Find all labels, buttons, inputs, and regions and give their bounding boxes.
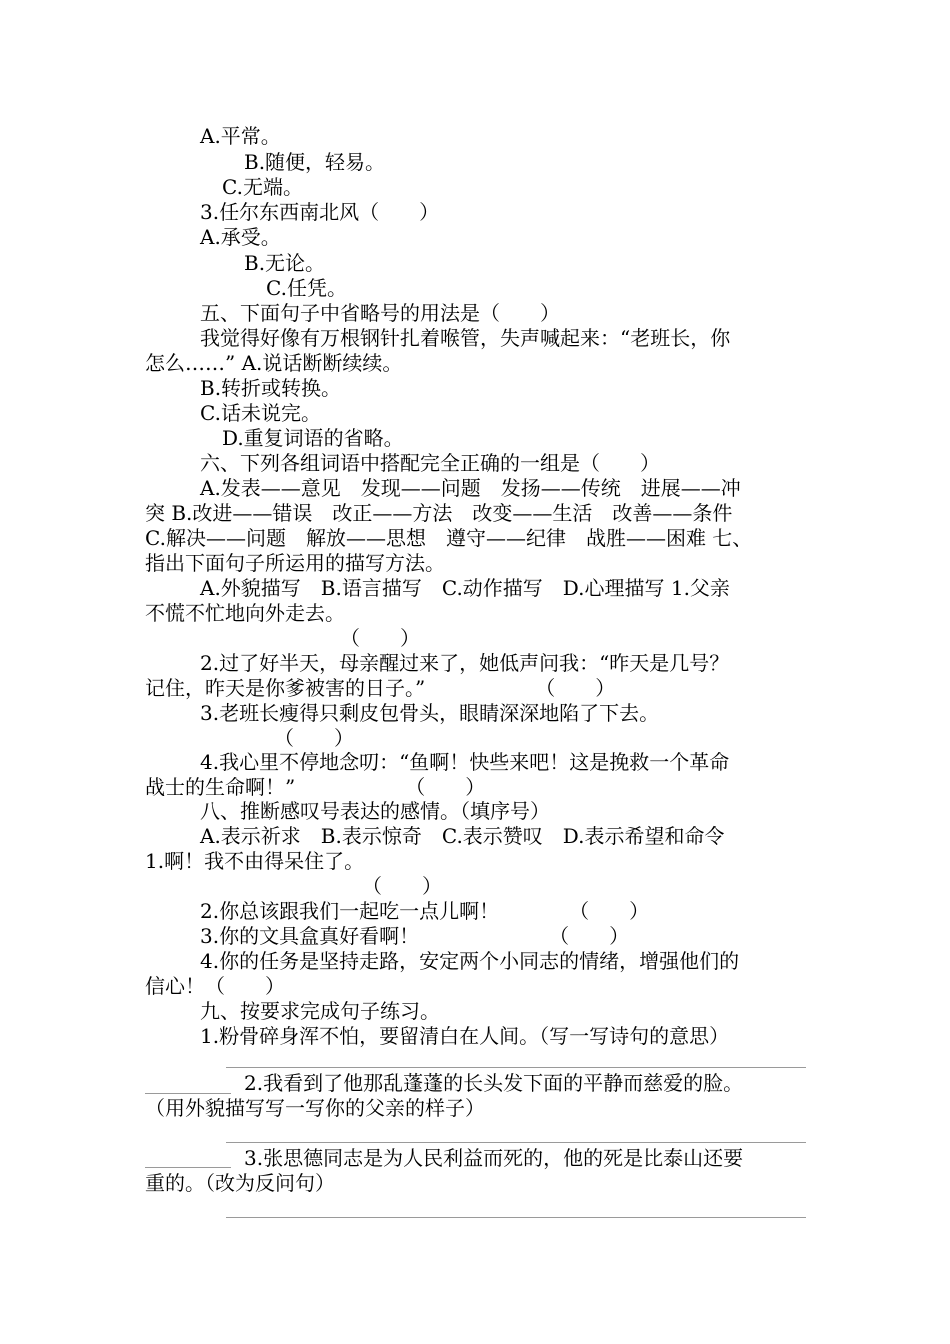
q4-item3: 3.任尔东西南北风（ ） — [200, 200, 440, 224]
q6-line3: C.解决——问题 解放——思想 遵守——纪律 战胜——困难 七、 — [145, 526, 753, 550]
q8-item4-line1: 4.你的任务是坚持走路，安定两个小同志的情绪，增强他们的 — [200, 949, 740, 973]
q4-item3-option-c: C.任凭。 — [266, 276, 347, 300]
q4-option-a: A.平常。 — [200, 124, 281, 148]
q8-answer-paren-1: （ ） — [362, 874, 442, 898]
q6-line2: 突 B.改进——错误 改正——方法 改变——生活 改善——条件 — [145, 501, 733, 525]
q8-title: 八、推断感叹号表达的感情。（填序号） — [200, 799, 550, 823]
q7-options-line1: A.外貌描写 B.语言描写 C.动作描写 D.心理描写 1.父亲 — [200, 576, 730, 600]
q5-option-d: D.重复词语的省略。 — [222, 426, 404, 450]
q8-options: A.表示祈求 B.表示惊奇 C.表示赞叹 D.表示希望和命令 — [200, 824, 725, 848]
q9-item2-line1: 2.我看到了他那乱蓬蓬的长头发下面的平静而慈爱的脸。 — [244, 1071, 744, 1095]
q5-title: 五、下面句子中省略号的用法是（ ） — [200, 301, 560, 325]
q7-answer-paren-1: （ ） — [340, 626, 420, 650]
q6-line4: 指出下面句子所运用的描写方法。 — [145, 551, 445, 575]
q7-item2-line1: 2.过了好半天，母亲醒过来了，她低声问我：“昨天是几号？ — [200, 651, 730, 675]
q6-line1: A.发表——意见 发现——问题 发扬——传统 进展——冲 — [200, 476, 741, 500]
q4-option-b: B.随便，轻易。 — [244, 150, 386, 174]
q5-sentence-line1: 我觉得好像有万根钢针扎着喉管，失声喊起来：“老班长，你 — [200, 326, 731, 350]
q9-answer-line-1b[interactable] — [145, 1093, 231, 1094]
q9-title: 九、按要求完成句子练习。 — [200, 999, 440, 1023]
q7-answer-paren-3: （ ） — [274, 726, 354, 750]
q9-answer-line-2[interactable] — [226, 1142, 806, 1143]
q7-item4-line1: 4.我心里不停地念叨：“鱼啊！快些来吧！这是挽救一个革命 — [200, 750, 730, 774]
q7-item4-line2: 战士的生命啊！” （ ） — [145, 775, 486, 799]
q4-item3-option-a: A.承受。 — [200, 225, 281, 249]
q5-option-b: B.转折或转换。 — [200, 376, 342, 400]
q4-option-c: C.无端。 — [222, 175, 303, 199]
q5-sentence-line2: 怎么……” A.说话断断续续。 — [145, 351, 403, 375]
q6-title: 六、下列各组词语中搭配完全正确的一组是（ ） — [200, 451, 660, 475]
q7-item3: 3.老班长瘦得只剩皮包骨头，眼睛深深地陷了下去。 — [200, 701, 660, 725]
q4-item3-option-b: B.无论。 — [244, 251, 326, 275]
q9-item3-line1: 3.张思德同志是为人民利益而死的，他的死是比泰山还要 — [244, 1146, 744, 1170]
q9-item1: 1.粉骨碎身浑不怕，要留清白在人间。（写一写诗句的意思） — [200, 1024, 730, 1048]
q8-item4-line2: 信心！（ ） — [145, 974, 285, 998]
q8-item3: 3.你的文具盒真好看啊！ （ ） — [200, 924, 630, 948]
q7-options-line2: 不慌不忙地向外走去。 — [145, 601, 345, 625]
q9-item2-line2: （用外貌描写写一写你的父亲的样子） — [145, 1096, 485, 1120]
q5-option-c: C.话未说完。 — [200, 401, 321, 425]
q9-answer-line-3[interactable] — [226, 1217, 806, 1218]
q8-item1: 1.啊！我不由得呆住了。 — [145, 849, 365, 873]
q7-item2-line2: 记住，昨天是你爹被害的日子。” （ ） — [145, 676, 616, 700]
q9-answer-line-2b[interactable] — [145, 1167, 231, 1168]
q9-item3-line2: 重的。（改为反问句） — [145, 1171, 335, 1195]
q8-item2: 2.你总该跟我们一起吃一点儿啊！ （ ） — [200, 899, 650, 923]
q9-answer-line-1[interactable] — [226, 1067, 806, 1068]
